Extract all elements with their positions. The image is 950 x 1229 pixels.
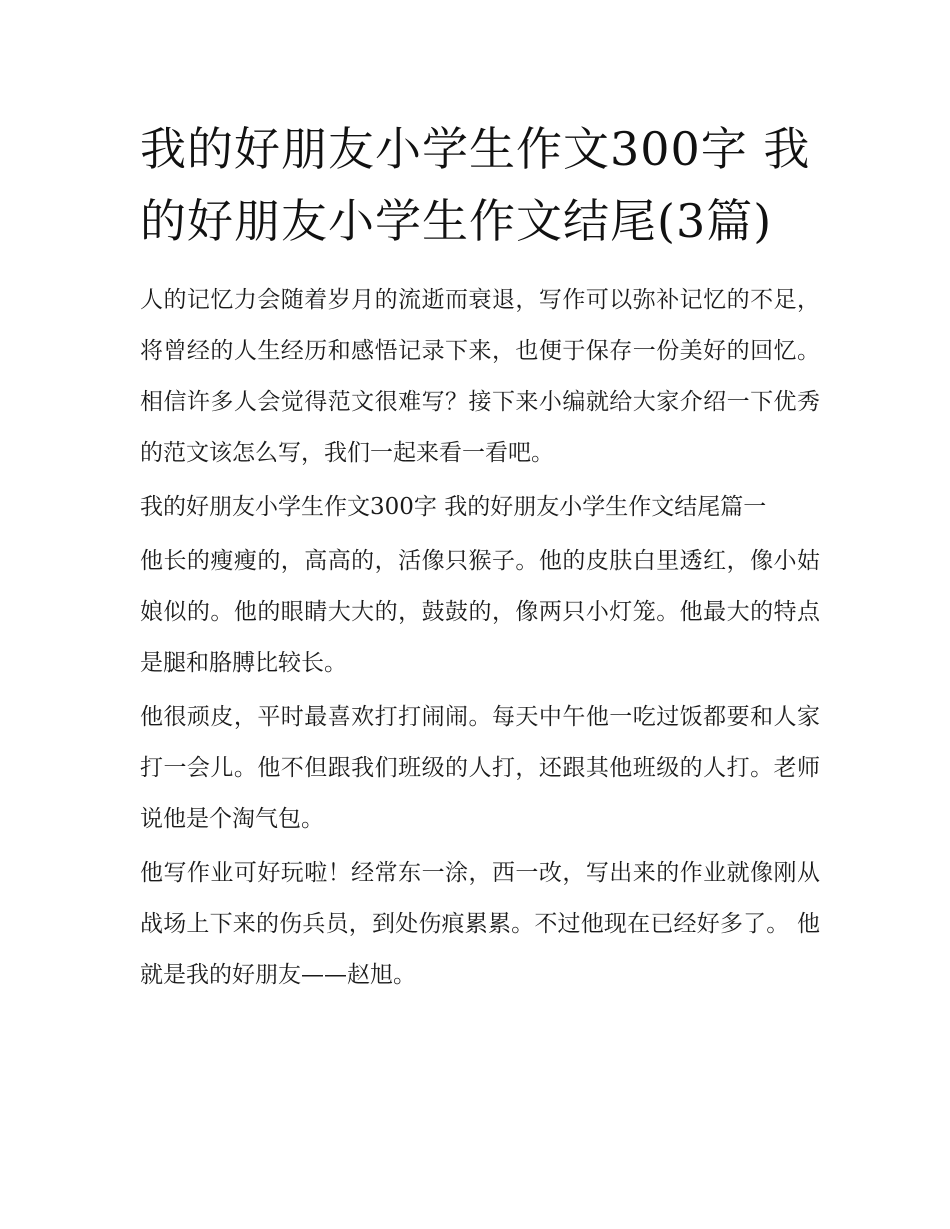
- intro-paragraph: 人的记忆力会随着岁月的流逝而衰退，写作可以弥补记忆的不足，将曾经的人生经历和感悟记录下来，也便于保存一份美好的回忆。相信许多人会觉得范文很难写？接下来小编就给大家介绍一下优秀的范文该怎么写，我们一起来看一看吧。: [140, 287, 820, 466]
- body-paragraph-3: 他写作业可好玩啦！经常东一涂，西一改，写出来的作业就像刚从战场上下来的伤兵员，到处伤痕累累。不过他现在已经好多了。 他就是我的好朋友——赵旭。: [140, 860, 820, 988]
- body-paragraph-1: 他长的瘦瘦的，高高的，活像只猴子。他的皮肤白里透红，像小姑娘似的。他的眼睛大大的，鼓鼓的，像两只小灯笼。他最大的特点是腿和胳膊比较长。: [140, 548, 820, 676]
- document-page: [140, 113, 820, 1004]
- section-heading: 我的好朋友小学生作文300字 我的好朋友小学生作文结尾篇一: [140, 494, 767, 520]
- document-title: 我的好朋友小学生作文300字 我的好朋友小学生作文结尾(3篇): [140, 122, 811, 248]
- body-paragraph-2: 他很顽皮，平时最喜欢打打闹闹。每天中午他一吃过饭都要和人家打一会儿。他不但跟我们班级的人打，还跟其他班级的人打。老师说他是个淘气包。: [140, 704, 820, 832]
